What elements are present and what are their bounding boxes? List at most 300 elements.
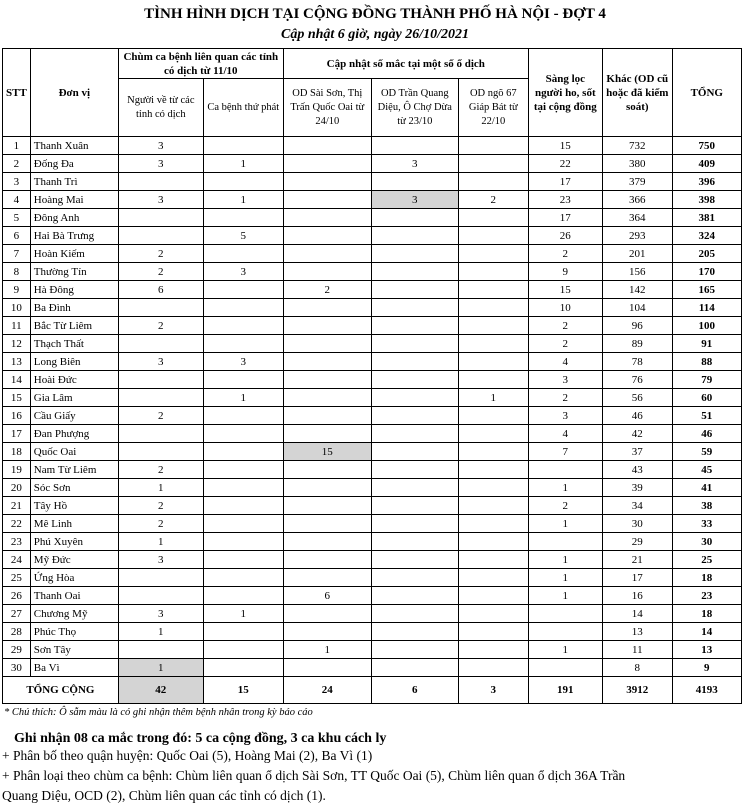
cell-total: 60 (672, 389, 741, 407)
table-row (3, 551, 742, 569)
header-sai-son: OD Sài Sơn, Thị Trấn Quốc Oai từ 24/10 (283, 79, 371, 137)
cell-c5 (458, 605, 528, 623)
cell-total: 33 (672, 515, 741, 533)
table-row (3, 245, 742, 263)
cell-c7: 13 (602, 623, 672, 641)
cell-c4 (371, 299, 458, 317)
cell-total: 25 (672, 551, 741, 569)
cell-c6: 15 (528, 281, 602, 299)
cell-unit: Đan Phượng (30, 425, 118, 443)
cell-c6: 2 (528, 389, 602, 407)
cell-stt: 5 (3, 209, 31, 227)
cell-c5: 2 (458, 191, 528, 209)
table-row (3, 191, 742, 209)
cell-c2: 5 (203, 227, 283, 245)
cell-c2 (203, 533, 283, 551)
cell-c1: 1 (118, 659, 203, 677)
cell-c7: 14 (602, 605, 672, 623)
table-row (3, 443, 742, 461)
cell-c7: 16 (602, 587, 672, 605)
cell-unit: Gia Lâm (30, 389, 118, 407)
cell-unit: Ứng Hòa (30, 569, 118, 587)
cell-c5 (458, 281, 528, 299)
cell-c3 (283, 317, 371, 335)
cell-stt: 20 (3, 479, 31, 497)
cell-c2: 1 (203, 155, 283, 173)
cell-c7: 89 (602, 335, 672, 353)
cell-c2 (203, 659, 283, 677)
cell-c6 (528, 659, 602, 677)
cell-c5 (458, 515, 528, 533)
cell-stt: 13 (3, 353, 31, 371)
cell-total: 18 (672, 605, 741, 623)
table-row (3, 173, 742, 191)
cell-stt: 21 (3, 497, 31, 515)
cell-c2 (203, 407, 283, 425)
cell-c1: 2 (118, 317, 203, 335)
cell-total: 205 (672, 245, 741, 263)
totals-label: TỔNG CỘNG (3, 677, 119, 704)
cell-c5 (458, 227, 528, 245)
cell-c3 (283, 137, 371, 155)
cell-c3 (283, 623, 371, 641)
cell-c3 (283, 479, 371, 497)
cell-c7: 34 (602, 497, 672, 515)
cell-c5 (458, 353, 528, 371)
cell-c4 (371, 245, 458, 263)
cell-c6: 1 (528, 641, 602, 659)
cell-c5 (458, 587, 528, 605)
cell-unit: Phúc Thọ (30, 623, 118, 641)
cell-total: 30 (672, 533, 741, 551)
cell-c2 (203, 461, 283, 479)
cell-unit: Hai Bà Trưng (30, 227, 118, 245)
cell-unit: Sơn Tây (30, 641, 118, 659)
cell-c5 (458, 533, 528, 551)
cell-unit: Thanh Trì (30, 173, 118, 191)
cell-c1 (118, 299, 203, 317)
cell-stt: 6 (3, 227, 31, 245)
cell-unit: Quốc Oai (30, 443, 118, 461)
cell-total: 88 (672, 353, 741, 371)
cell-c4 (371, 569, 458, 587)
totals-c7: 3912 (602, 677, 672, 704)
cell-c7: 364 (602, 209, 672, 227)
cell-stt: 28 (3, 623, 31, 641)
cell-unit: Thanh Oai (30, 587, 118, 605)
header-other: Khác (OD cũ hoặc đã kiểm soát) (602, 49, 672, 137)
cell-c4: 3 (371, 155, 458, 173)
cell-c2: 1 (203, 605, 283, 623)
cell-c6: 4 (528, 353, 602, 371)
cell-c3 (283, 263, 371, 281)
header-screening: Sàng lọc người ho, sốt tại cộng đồng (528, 49, 602, 137)
cell-c6: 1 (528, 479, 602, 497)
cell-stt: 14 (3, 371, 31, 389)
cell-stt: 23 (3, 533, 31, 551)
cell-c3 (283, 155, 371, 173)
cell-unit: Ba Vì (30, 659, 118, 677)
cell-c4 (371, 587, 458, 605)
cell-c2 (203, 551, 283, 569)
cell-c4 (371, 281, 458, 299)
cell-unit: Hoàn Kiếm (30, 245, 118, 263)
cell-c5 (458, 425, 528, 443)
totals-row (3, 677, 742, 704)
cell-unit: Hoài Đức (30, 371, 118, 389)
cell-c6: 23 (528, 191, 602, 209)
cell-c5 (458, 659, 528, 677)
cell-c5 (458, 479, 528, 497)
cell-c4 (371, 659, 458, 677)
cell-total: 409 (672, 155, 741, 173)
cell-c2 (203, 335, 283, 353)
cell-c4 (371, 227, 458, 245)
table-row (3, 209, 742, 227)
cell-c7: 104 (602, 299, 672, 317)
cell-unit: Đống Đa (30, 155, 118, 173)
cell-unit: Đông Anh (30, 209, 118, 227)
cell-c2 (203, 443, 283, 461)
header-secondary: Ca bệnh thứ phát (203, 79, 283, 137)
cell-c2: 3 (203, 353, 283, 371)
cell-c7: 380 (602, 155, 672, 173)
cell-unit: Hoàng Mai (30, 191, 118, 209)
totals-total: 4193 (672, 677, 741, 704)
cell-stt: 2 (3, 155, 31, 173)
cell-c7: 37 (602, 443, 672, 461)
cell-c5 (458, 407, 528, 425)
cell-c5 (458, 335, 528, 353)
totals-c3: 24 (283, 677, 371, 704)
header-total: TỔNG (672, 49, 741, 137)
cell-c1: 3 (118, 353, 203, 371)
cell-c3 (283, 227, 371, 245)
table-row (3, 497, 742, 515)
cell-c4 (371, 371, 458, 389)
header-tran-quang-dieu: OD Trần Quang Diệu, Ô Chợ Dừa từ 23/10 (371, 79, 458, 137)
header-returnees: Người về từ các tỉnh có dịch (118, 79, 203, 137)
cell-c3 (283, 209, 371, 227)
cell-c7: 30 (602, 515, 672, 533)
cell-stt: 1 (3, 137, 31, 155)
cell-c5 (458, 299, 528, 317)
totals-c4: 6 (371, 677, 458, 704)
cell-c5 (458, 371, 528, 389)
cell-c7: 76 (602, 371, 672, 389)
cell-c3 (283, 299, 371, 317)
cell-c5 (458, 137, 528, 155)
cell-c4 (371, 497, 458, 515)
cell-unit: Tây Hồ (30, 497, 118, 515)
cell-c1 (118, 173, 203, 191)
cell-c5 (458, 623, 528, 641)
table-row (3, 281, 742, 299)
cell-c4 (371, 479, 458, 497)
cell-c1 (118, 587, 203, 605)
cell-c6: 1 (528, 515, 602, 533)
cell-c3 (283, 497, 371, 515)
cell-unit: Long Biên (30, 353, 118, 371)
cell-c1 (118, 335, 203, 353)
cell-stt: 15 (3, 389, 31, 407)
cell-c1: 3 (118, 155, 203, 173)
table-row (3, 155, 742, 173)
cell-c3 (283, 353, 371, 371)
cell-c3 (283, 389, 371, 407)
totals-c6: 191 (528, 677, 602, 704)
cell-c1 (118, 371, 203, 389)
cell-c6: 1 (528, 551, 602, 569)
table-row (3, 641, 742, 659)
header-group-provinces: Chùm ca bệnh liên quan các tỉnh có dịch từ 11/10 (118, 49, 283, 79)
cell-c2 (203, 317, 283, 335)
cell-stt: 24 (3, 551, 31, 569)
cell-c1: 3 (118, 605, 203, 623)
cell-stt: 11 (3, 317, 31, 335)
cell-c5 (458, 173, 528, 191)
cell-total: 51 (672, 407, 741, 425)
cell-c6 (528, 623, 602, 641)
cell-c1: 6 (118, 281, 203, 299)
cell-c4 (371, 335, 458, 353)
cell-c4 (371, 209, 458, 227)
cell-c7: 142 (602, 281, 672, 299)
cell-c1: 3 (118, 551, 203, 569)
cell-unit: Bắc Từ Liêm (30, 317, 118, 335)
header-unit: Đơn vị (30, 49, 118, 137)
cell-c7: 201 (602, 245, 672, 263)
cell-c2 (203, 587, 283, 605)
table-row (3, 479, 742, 497)
cell-stt: 12 (3, 335, 31, 353)
cell-c1 (118, 227, 203, 245)
cell-unit: Phú Xuyên (30, 533, 118, 551)
cell-unit: Ba Đình (30, 299, 118, 317)
cell-c7: 29 (602, 533, 672, 551)
cell-total: 18 (672, 569, 741, 587)
cell-c5 (458, 263, 528, 281)
cell-c7: 46 (602, 407, 672, 425)
cell-c4 (371, 461, 458, 479)
cell-c6: 15 (528, 137, 602, 155)
cell-total: 14 (672, 623, 741, 641)
cell-unit: Thanh Xuân (30, 137, 118, 155)
cell-c4 (371, 623, 458, 641)
cell-c6: 9 (528, 263, 602, 281)
cell-c1: 2 (118, 263, 203, 281)
cell-unit: Cầu Giấy (30, 407, 118, 425)
cell-c7: 156 (602, 263, 672, 281)
cell-c7: 293 (602, 227, 672, 245)
cell-c3: 1 (283, 641, 371, 659)
cell-c7: 42 (602, 425, 672, 443)
cell-c1 (118, 389, 203, 407)
cell-stt: 4 (3, 191, 31, 209)
cell-unit: Nam Từ Liêm (30, 461, 118, 479)
cell-total: 59 (672, 443, 741, 461)
cell-c2 (203, 371, 283, 389)
report-subtitle: Cập nhật 6 giờ, ngày 26/10/2021 (281, 27, 469, 42)
cell-c4 (371, 515, 458, 533)
cell-c2 (203, 497, 283, 515)
cell-unit: Hà Đông (30, 281, 118, 299)
table-row (3, 263, 742, 281)
cell-c1: 2 (118, 245, 203, 263)
cell-c3 (283, 605, 371, 623)
cell-c4 (371, 533, 458, 551)
cell-c5: 1 (458, 389, 528, 407)
cell-total: 46 (672, 425, 741, 443)
table-row (3, 425, 742, 443)
cell-c7: 96 (602, 317, 672, 335)
cell-c6: 4 (528, 425, 602, 443)
legend-note: * Chú thích: Ô sẫm màu là có ghi nhận thêm bệnh nhân trong kỳ báo cáo (4, 707, 313, 718)
cell-unit: Thường Tín (30, 263, 118, 281)
cell-total: 45 (672, 461, 741, 479)
cell-c4 (371, 317, 458, 335)
table-row (3, 137, 742, 155)
cell-c3 (283, 173, 371, 191)
cell-c4 (371, 641, 458, 659)
cell-stt: 8 (3, 263, 31, 281)
cell-c6: 26 (528, 227, 602, 245)
cell-c7: 39 (602, 479, 672, 497)
cell-total: 13 (672, 641, 741, 659)
cell-total: 114 (672, 299, 741, 317)
cell-c4 (371, 137, 458, 155)
cell-stt: 19 (3, 461, 31, 479)
cell-stt: 30 (3, 659, 31, 677)
cell-c7: 11 (602, 641, 672, 659)
summary: Ghi nhận 08 ca mắc trong đó: 5 ca cộng đồng, 3 ca khu cách ly (14, 731, 387, 746)
cell-c1: 1 (118, 533, 203, 551)
cell-c2 (203, 569, 283, 587)
cell-c2 (203, 425, 283, 443)
cell-total: 41 (672, 479, 741, 497)
cell-c2 (203, 641, 283, 659)
table-row (3, 353, 742, 371)
totals-c1: 42 (118, 677, 203, 704)
cell-stt: 7 (3, 245, 31, 263)
cell-c2 (203, 137, 283, 155)
cell-c7: 21 (602, 551, 672, 569)
cell-c7: 8 (602, 659, 672, 677)
cell-c3 (283, 461, 371, 479)
cell-c7: 379 (602, 173, 672, 191)
cell-c2: 1 (203, 191, 283, 209)
cases-table (2, 48, 742, 704)
cell-c7: 43 (602, 461, 672, 479)
cell-c2 (203, 299, 283, 317)
cell-stt: 10 (3, 299, 31, 317)
cell-c1: 1 (118, 479, 203, 497)
cell-c4 (371, 605, 458, 623)
table-row (3, 335, 742, 353)
totals-c2: 15 (203, 677, 283, 704)
cell-c3 (283, 191, 371, 209)
cell-c5 (458, 569, 528, 587)
cell-c2 (203, 173, 283, 191)
cell-c2 (203, 209, 283, 227)
cell-c3: 15 (283, 443, 371, 461)
cell-c3 (283, 551, 371, 569)
cell-c6: 17 (528, 173, 602, 191)
cell-c1: 2 (118, 407, 203, 425)
cell-c6: 1 (528, 569, 602, 587)
table-row (3, 389, 742, 407)
cell-c6 (528, 533, 602, 551)
cell-unit: Chương Mỹ (30, 605, 118, 623)
cell-c1: 1 (118, 623, 203, 641)
cell-stt: 25 (3, 569, 31, 587)
cell-unit: Mê Linh (30, 515, 118, 533)
cell-c6 (528, 461, 602, 479)
cell-total: 324 (672, 227, 741, 245)
header-giap-bat: OD ngõ 67 Giáp Bát từ 22/10 (458, 79, 528, 137)
cell-c2: 1 (203, 389, 283, 407)
cell-c5 (458, 443, 528, 461)
cell-c2: 3 (203, 263, 283, 281)
table-row (3, 317, 742, 335)
table-row (3, 605, 742, 623)
cell-c5 (458, 317, 528, 335)
cell-c2 (203, 281, 283, 299)
header-group-outbreaks: Cập nhật số mắc tại một số ổ dịch (283, 49, 528, 79)
cell-stt: 16 (3, 407, 31, 425)
cell-c2 (203, 623, 283, 641)
cell-total: 170 (672, 263, 741, 281)
cell-c6: 10 (528, 299, 602, 317)
cell-c4 (371, 389, 458, 407)
cell-c1: 2 (118, 515, 203, 533)
detail-line: Quang Diệu, OCD (2), Chùm liên quan các tỉnh có dịch (1). (2, 788, 326, 803)
cell-c1 (118, 425, 203, 443)
totals-c5: 3 (458, 677, 528, 704)
cell-c1 (118, 569, 203, 587)
detail-line: + Phân loại theo chùm ca bệnh: Chùm liên quan ổ dịch Sài Sơn, TT Quốc Oai (5), Chùm liên quan ổ dịch 36A Trần (2, 768, 626, 783)
cell-stt: 9 (3, 281, 31, 299)
cell-c3 (283, 515, 371, 533)
cell-c4 (371, 407, 458, 425)
cell-c4 (371, 173, 458, 191)
cell-c3 (283, 533, 371, 551)
table-row (3, 587, 742, 605)
table-row (3, 299, 742, 317)
cell-c6: 17 (528, 209, 602, 227)
table-row (3, 623, 742, 641)
cell-c1: 3 (118, 191, 203, 209)
cell-c3 (283, 659, 371, 677)
cell-c5 (458, 461, 528, 479)
cell-unit: Mỹ Đức (30, 551, 118, 569)
cell-c6: 2 (528, 317, 602, 335)
header-stt: STT (3, 49, 31, 137)
cell-c6: 2 (528, 335, 602, 353)
cell-stt: 22 (3, 515, 31, 533)
cell-c4: 3 (371, 191, 458, 209)
cell-c4 (371, 353, 458, 371)
cell-total: 38 (672, 497, 741, 515)
cell-c3 (283, 245, 371, 263)
cell-c1 (118, 209, 203, 227)
table-row (3, 515, 742, 533)
cell-c7: 78 (602, 353, 672, 371)
table-row (3, 461, 742, 479)
cell-c4 (371, 443, 458, 461)
cell-c5 (458, 551, 528, 569)
cell-total: 100 (672, 317, 741, 335)
